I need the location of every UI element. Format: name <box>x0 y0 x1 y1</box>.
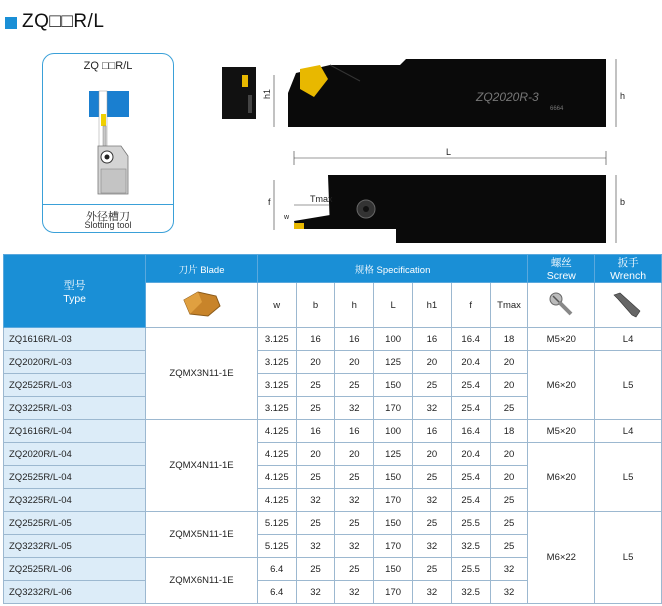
screw-cell: M5×20 <box>528 420 595 443</box>
cell-h1: 32 <box>413 581 452 604</box>
cell-b: 25 <box>296 397 335 420</box>
cell-h1: 20 <box>413 443 452 466</box>
col-w: w <box>257 283 296 328</box>
cell-h: 32 <box>335 535 374 558</box>
dim-Tmax-label: Tmax <box>310 194 333 204</box>
cell-tmax: 25 <box>490 535 528 558</box>
slotting-tool-icon <box>43 54 173 204</box>
cell-f: 25.4 <box>451 466 490 489</box>
wrench-cell: L4 <box>595 420 662 443</box>
cell-f: 25.5 <box>451 558 490 581</box>
cell-b: 20 <box>296 443 335 466</box>
card-title: ZQ □□R/L <box>83 60 133 72</box>
cell-h1: 25 <box>413 558 452 581</box>
cell-f: 32.5 <box>451 581 490 604</box>
cell-tmax: 18 <box>490 420 528 443</box>
cell-h: 25 <box>335 374 374 397</box>
blade-cell: ZQMX3N11-1E <box>146 328 258 420</box>
col-f: f <box>451 283 490 328</box>
cell-L: 150 <box>374 374 413 397</box>
cell-b: 16 <box>296 420 335 443</box>
dim-h1-label: h1 <box>262 88 272 99</box>
header-type <box>4 255 146 328</box>
technical-drawing <box>210 55 630 250</box>
header-screw-cn: 螺丝 <box>550 257 572 269</box>
cell-b: 20 <box>296 351 335 374</box>
blade-image <box>146 283 258 328</box>
specification-table <box>3 254 662 604</box>
cell-f: 25.4 <box>451 489 490 512</box>
cell-b: 25 <box>296 512 335 535</box>
cell-w: 5.125 <box>257 535 296 558</box>
dim-w-label: w <box>284 214 290 221</box>
card-name-en: Slotting tool <box>84 220 132 230</box>
cell-w: 6.4 <box>257 581 296 604</box>
cell-b: 25 <box>296 558 335 581</box>
table-row-type: ZQ3232R/L-05 <box>4 535 146 558</box>
cell-h1: 16 <box>413 328 452 351</box>
cell-f: 25.5 <box>451 512 490 535</box>
col-b: b <box>296 283 335 328</box>
screw-cell: M6×20 <box>528 443 595 512</box>
table-row-type: ZQ2020R/L-03 <box>4 351 146 374</box>
cell-L: 150 <box>374 466 413 489</box>
table-row-type: ZQ2525R/L-05 <box>4 512 146 535</box>
cell-h1: 32 <box>413 535 452 558</box>
cell-b: 25 <box>296 466 335 489</box>
header-wrench-cn: 扳手 <box>617 257 639 269</box>
wrench-cell: L4 <box>595 328 662 351</box>
cell-h: 25 <box>335 558 374 581</box>
cell-L: 125 <box>374 351 413 374</box>
screw-cell: M6×22 <box>528 512 595 604</box>
cell-w: 4.125 <box>257 466 296 489</box>
cell-L: 150 <box>374 558 413 581</box>
cell-f: 20.4 <box>451 443 490 466</box>
end-view-drawing <box>222 67 256 119</box>
table-row-type: ZQ2525R/L-06 <box>4 558 146 581</box>
table-row-type: ZQ3232R/L-06 <box>4 581 146 604</box>
screw-image <box>528 283 595 328</box>
table-row-type: ZQ2525R/L-03 <box>4 374 146 397</box>
cell-b: 32 <box>296 581 335 604</box>
cell-h: 32 <box>335 489 374 512</box>
cell-b: 16 <box>296 328 335 351</box>
wrench-image <box>595 283 662 328</box>
header-screw <box>528 255 595 283</box>
cell-h: 20 <box>335 443 374 466</box>
holder-marking: ZQ2020R-3 <box>476 90 539 104</box>
cell-h1: 20 <box>413 351 452 374</box>
cell-f: 16.4 <box>451 420 490 443</box>
header-screw-en: Screw <box>546 270 576 282</box>
header-wrench <box>595 255 662 283</box>
cell-f: 32.5 <box>451 535 490 558</box>
cell-f: 25.4 <box>451 397 490 420</box>
table-row-type: ZQ3225R/L-03 <box>4 397 146 420</box>
cell-h: 16 <box>335 328 374 351</box>
table-row-type: ZQ2020R/L-04 <box>4 443 146 466</box>
blade-cell: ZQMX6N11-1E <box>146 558 258 604</box>
cell-w: 3.125 <box>257 397 296 420</box>
cell-tmax: 32 <box>490 581 528 604</box>
cell-w: 5.125 <box>257 512 296 535</box>
cell-tmax: 20 <box>490 466 528 489</box>
cell-w: 4.125 <box>257 489 296 512</box>
cell-tmax: 25 <box>490 397 528 420</box>
table-row-type: ZQ3225R/L-04 <box>4 489 146 512</box>
cell-L: 100 <box>374 420 413 443</box>
cell-tmax: 20 <box>490 351 528 374</box>
header-type-en: Type <box>63 293 87 305</box>
cell-tmax: 20 <box>490 374 528 397</box>
dim-L-label: L <box>446 147 452 157</box>
cell-h: 16 <box>335 420 374 443</box>
dim-h-label: h <box>620 91 626 101</box>
cell-h1: 25 <box>413 466 452 489</box>
cell-w: 3.125 <box>257 351 296 374</box>
blade-cell: ZQMX5N11-1E <box>146 512 258 558</box>
cell-h: 20 <box>335 351 374 374</box>
wrench-cell: L5 <box>595 351 662 420</box>
header-spec: 规格 Specification <box>257 255 528 283</box>
cell-w: 3.125 <box>257 328 296 351</box>
col-h1: h1 <box>413 283 452 328</box>
header-wrench-en: Wrench <box>610 270 647 282</box>
wrench-cell: L5 <box>595 443 662 512</box>
cell-tmax: 20 <box>490 443 528 466</box>
holder-small-text: 6664 <box>550 106 564 112</box>
screw-cell: M5×20 <box>528 328 595 351</box>
cell-h1: 25 <box>413 512 452 535</box>
tool-illustration-card <box>42 53 174 233</box>
cell-w: 4.125 <box>257 443 296 466</box>
screw-cell: M6×20 <box>528 351 595 420</box>
cell-f: 16.4 <box>451 328 490 351</box>
card-name-cn: 外径槽刀 <box>86 211 130 223</box>
cell-L: 170 <box>374 581 413 604</box>
cell-h1: 32 <box>413 397 452 420</box>
cell-tmax: 32 <box>490 558 528 581</box>
cell-w: 3.125 <box>257 374 296 397</box>
col-L: L <box>374 283 413 328</box>
cell-L: 170 <box>374 489 413 512</box>
blade-cell: ZQMX4N11-1E <box>146 420 258 512</box>
cell-L: 100 <box>374 328 413 351</box>
screw-icon <box>546 289 576 319</box>
title-square-icon <box>5 17 17 29</box>
col-Tmax: Tmax <box>490 283 528 328</box>
wrench-icon <box>610 289 646 319</box>
cell-L: 125 <box>374 443 413 466</box>
cell-tmax: 25 <box>490 489 528 512</box>
dim-b-label: b <box>620 197 626 207</box>
holder-top-view <box>274 175 616 243</box>
header-blade: 刀片 Blade <box>146 255 258 283</box>
cell-h: 32 <box>335 397 374 420</box>
header-type-cn: 型号 <box>63 280 86 292</box>
cell-h1: 25 <box>413 374 452 397</box>
blade-insert-icon <box>178 286 226 322</box>
cell-w: 6.4 <box>257 558 296 581</box>
cell-L: 170 <box>374 397 413 420</box>
cell-f: 20.4 <box>451 351 490 374</box>
table-row-type: ZQ2525R/L-04 <box>4 466 146 489</box>
card-divider <box>43 204 173 205</box>
cell-tmax: 25 <box>490 512 528 535</box>
cell-h: 32 <box>335 581 374 604</box>
page-title: ZQ□□R/L <box>22 11 105 32</box>
cell-L: 150 <box>374 512 413 535</box>
cell-b: 32 <box>296 489 335 512</box>
wrench-cell: L5 <box>595 512 662 604</box>
col-h: h <box>335 283 374 328</box>
cell-L: 170 <box>374 535 413 558</box>
cell-h1: 16 <box>413 420 452 443</box>
cell-tmax: 18 <box>490 328 528 351</box>
cell-b: 32 <box>296 535 335 558</box>
cell-h1: 32 <box>413 489 452 512</box>
cell-h: 25 <box>335 512 374 535</box>
table-row-type: ZQ1616R/L-04 <box>4 420 146 443</box>
table-row-type: ZQ1616R/L-03 <box>4 328 146 351</box>
cell-w: 4.125 <box>257 420 296 443</box>
cell-h: 25 <box>335 466 374 489</box>
holder-side-view <box>274 59 616 127</box>
cell-b: 25 <box>296 374 335 397</box>
dim-f-label: f <box>268 197 271 207</box>
cell-f: 25.4 <box>451 374 490 397</box>
